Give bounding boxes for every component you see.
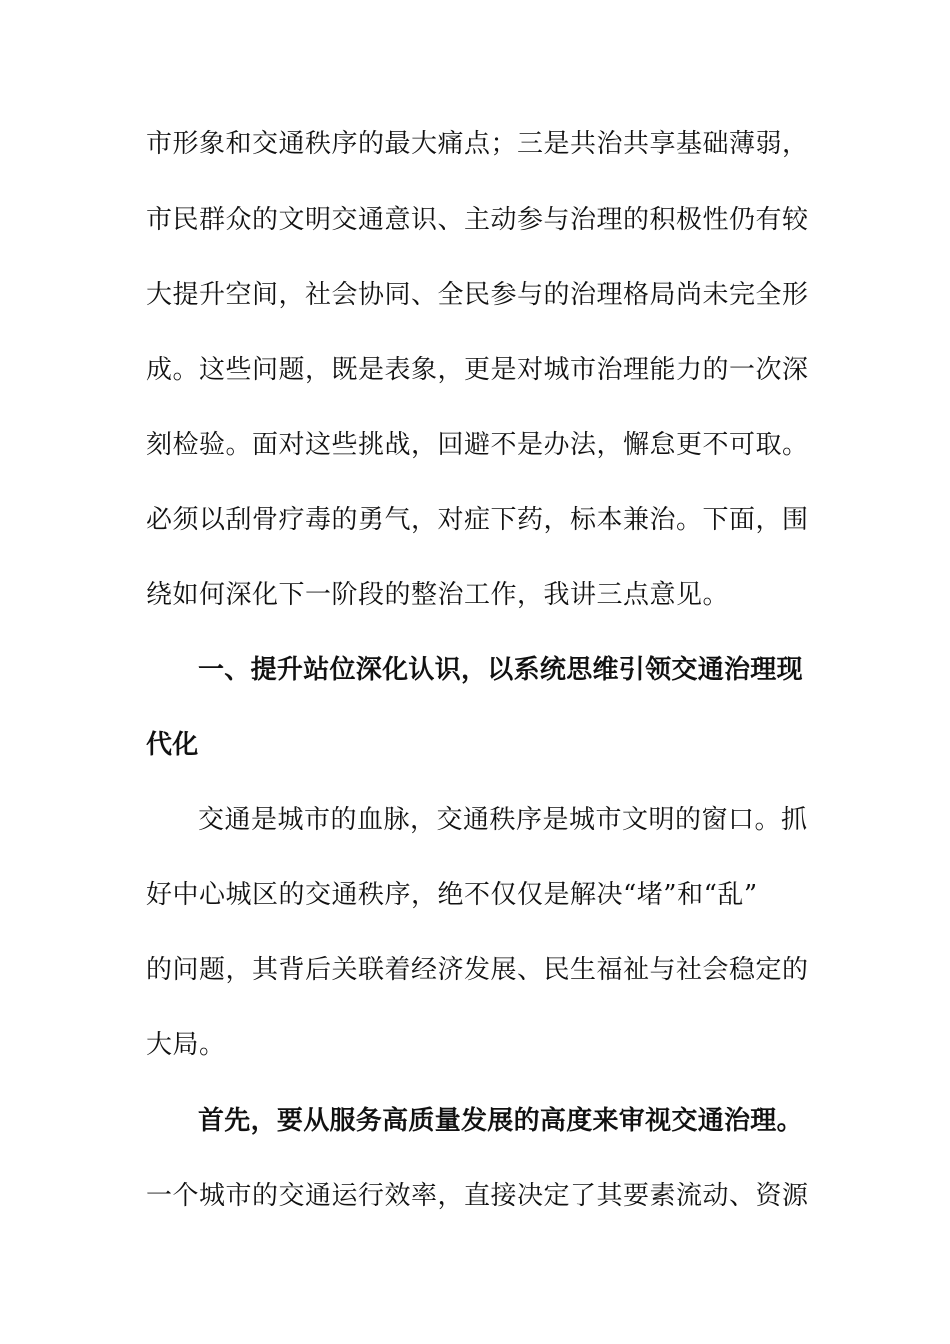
section-heading: 一、提升站位深化认识，以系统思维引领交通治理现 (198, 655, 803, 685)
bold-lead-sentence: 首先，要从服务高质量发展的高度来审视交通治理。 (198, 1106, 803, 1136)
section-heading-continued: 代化 (146, 730, 199, 760)
paragraph-line: 交通是城市的血脉，交通秩序是城市文明的窗口。抓 (198, 805, 808, 835)
paragraph-line: 成。这些问题，既是表象，更是对城市治理能力的一次深 (146, 355, 809, 385)
paragraph-line: 好中心城区的交通秩序，绝不仅仅是解决“堵”和“乱” (146, 880, 758, 910)
paragraph-line: 一个城市的交通运行效率，直接决定了其要素流动、资源 (146, 1181, 809, 1211)
paragraph-line: 市形象和交通秩序的最大痛点；三是共治共享基础薄弱， (146, 129, 809, 159)
paragraph-line: 绕如何深化下一阶段的整治工作，我讲三点意见。 (146, 580, 730, 610)
paragraph-line: 必须以刮骨疗毒的勇气，对症下药，标本兼治。下面，围 (146, 505, 809, 535)
paragraph-line: 刻检验。面对这些挑战，回避不是办法，懈怠更不可取。 (146, 430, 809, 460)
paragraph-line: 市民群众的文明交通意识、主动参与治理的积极性仍有较 (146, 205, 809, 235)
paragraph-line: 大提升空间，社会协同、全民参与的治理格局尚未完全形 (146, 280, 809, 310)
paragraph-line: 的问题，其背后关联着经济发展、民生福祉与社会稳定的 (146, 955, 809, 985)
paragraph-line: 大局。 (146, 1030, 226, 1060)
